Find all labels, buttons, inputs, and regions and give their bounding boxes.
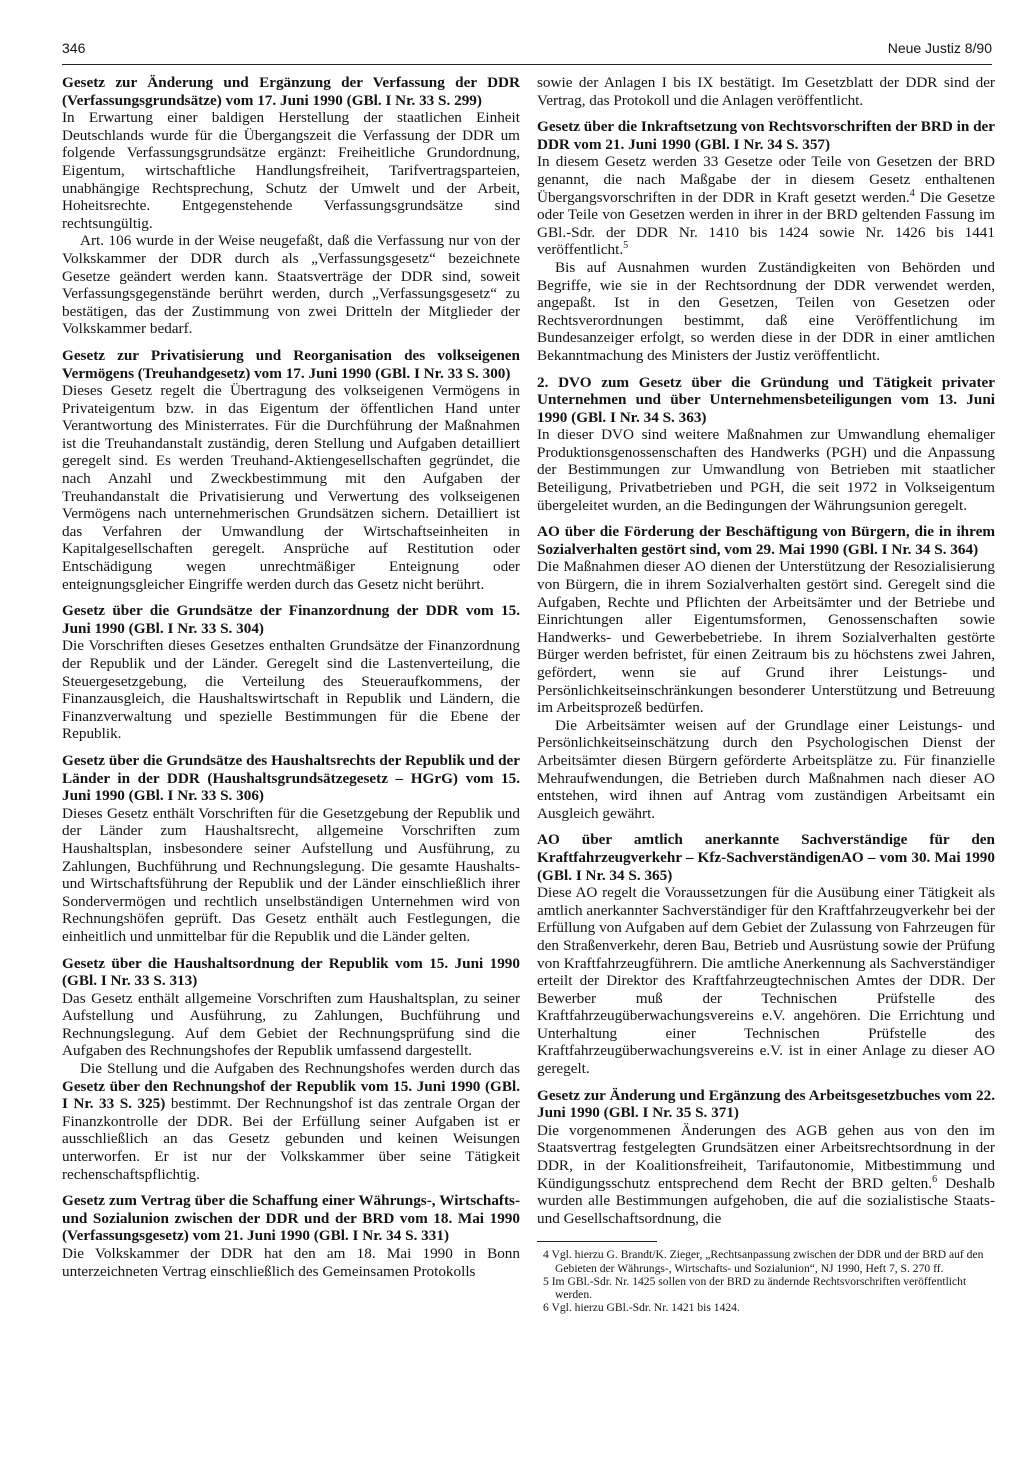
paragraph: Dieses Gesetz enthält Vorschriften für die Gesetzgebung der Republik und der Länder zum Haushaltsrecht, allgemeine Vorschriften zum Haushaltsplan, insbesondere seiner Aufstellung und Ausführung, zu Zahlungen, Buchführung und Rechnungslegung. Die gesamte Haushalts- und Wirtschaftsführung der Republik und der Länder einschließlich ihrer Sondervermögen und rechtlich unselbständigen Unternehmen wird von Rechnungshöfen geprüft. Das Gesetz enthält auch Festlegungen, die einheitlich und unmittelbar für die Republik und die Länder gelten. bbox=[62, 804, 520, 945]
paragraph: Bis auf Ausnahmen wurden Zuständigkeiten von Behörden und Begriffe, wie sie in der Rechtsordnung der DDR verwendet werden, angepaßt. Ist in den Gesetzen, Teilen von Gesetzen oder Rechtsverordnungen bestimmt, daß eine Veröffentlichung im Bundesanzeiger erfolgt, so werden diese in der DDR in einer amtlichen Bekanntmachung des Ministers der Justiz veröffentlicht. bbox=[537, 258, 995, 364]
footnotes bbox=[537, 1248, 995, 1314]
footnote-marker: 4 bbox=[909, 187, 915, 199]
right-column bbox=[537, 74, 995, 1314]
paragraph: Die Maßnahmen dieser AO dienen der Unterstützung der Resozialisierung von Bürgern, die in ihrem Sozialverhalten gestört sind. Geregelt sind die Aufgaben, Rechte und Pflichten der Arbeitsämter und der Betriebe und Einrichtungen aller Eigentumsformen, Genossenschaften sowie Handwerks- und Gewerbebetriebe. In ihrem Sozialverhalten gestörte Bürger werden befristet, für einen Zeitraum bis zu höchstens zwei Jahren, gefördert, wenn sie auf Grund ihrer Leistungs- und Persönlichkeitseinschränkungen besonderer Unterstützung und Betreuung im Arbeitsprozeß bedürfen. bbox=[537, 558, 995, 717]
text-run: Die Gesetze oder Teile von Gesetzen werden in ihrer in der BRD geltenden Fassung im GBl.-Sdr. der DDR Nr. 1410 bis 1424 sowie Nr. 1426 bis 1441 veröffentlicht. bbox=[537, 188, 996, 259]
footnote-marker: 5 bbox=[623, 240, 629, 252]
section-heading: Gesetz zur Änderung und Ergänzung des Arbeitsgesetzbuches vom 22. Juni 1990 (GBl. I Nr. 35 S. 371) bbox=[537, 1086, 995, 1122]
paragraph bbox=[62, 1060, 520, 1183]
section-finanzordnung bbox=[62, 602, 520, 743]
section-haushaltsgrundsaetze bbox=[62, 752, 520, 946]
paragraph: Die Vorschriften dieses Gesetzes enthalten Grundsätze der Finanzordnung der Republik und der Länder. Geregelt sind die Lastenverteilung, die Steuergesetzgebung, die Verteilung des Steueraufkommens, der Finanzausgleich, die Haushaltswirtschaft in Republik und Ländern, die Finanzverwaltung und spezielle Bestimmungen für die Ebene der Republik. bbox=[62, 637, 520, 743]
section-heading: AO über amtlich anerkannte Sachverständige für den Kraftfahrzeugverkehr – Kfz-SachverständigenAO – vom 30. Mai 1990 (GBl. I Nr. 34 S. 365) bbox=[537, 831, 995, 884]
section-beschaeftigung bbox=[537, 523, 995, 822]
section-heading: Gesetz über die Inkraftsetzung von Rechtsvorschriften der BRD in der DDR vom 21. Juni 1990 (GBl. I Nr. 34 S. 357) bbox=[537, 118, 995, 153]
text-run: Die Stellung und die Aufgaben des Rechnungshofes werden durch das bbox=[80, 1060, 520, 1078]
section-heading: Gesetz über die Grundsätze der Finanzordnung der DDR vom 15. Juni 1990 (GBl. I Nr. 33 S. 304) bbox=[62, 602, 520, 637]
section-haushaltsordnung bbox=[62, 955, 520, 1184]
journal-issue: Neue Justiz 8/90 bbox=[887, 40, 992, 56]
footnote: 4 Vgl. hierzu G. Brandt/K. Zieger, „Rechtsanpassung zwischen der DDR und der BRD auf den Gebieten der Währungs-, Wirtschafts- und Sozialunion“, NJ 1990, Heft 7, S. 270 ff. bbox=[543, 1248, 984, 1275]
section-heading: Gesetz über die Haushaltsordnung der Republik vom 15. Juni 1990 (GBl. I Nr. 33 S. 313) bbox=[62, 954, 520, 990]
paragraph bbox=[537, 153, 995, 259]
section-verfassungsgrundsaetze bbox=[62, 74, 520, 338]
section-heading: Gesetz über die Grundsätze des Haushaltsrechts der Republik und der Länder in der DDR (Haushaltsgrundsätzegesetz – HGrG) vom 15. Juni 1990 (GBl. I Nr. 33 S. 306) bbox=[62, 751, 520, 805]
inline-law-title: Gesetz über den Rechnungshof der Republik vom 15. Juni 1990 (GBl. I Nr. 33 S. 325) bbox=[62, 1077, 520, 1113]
page-number: 346 bbox=[62, 40, 86, 56]
paragraph: In Erwartung einer baldigen Herstellung der staatlichen Einheit Deutschlands wurde für die Übergangszeit die Verfassung der DDR um folgende Verfassungsgrundsätze ergänzt: Freiheitliche Grundordnung, Eigentum, wirtschaftliche Handlungsfreiheit, Tarifvertragsparteien, unabhängige Rechtsprechung, Schutz der Umwelt und der Arbeit, Hoheitsrechte. Entgegenstehende Verfassungsgrundsätze sind rechtsungültig. bbox=[62, 109, 520, 232]
paragraph: Dieses Gesetz regelt die Übertragung des volkseigenen Vermögens in Privateigentum bzw. in das Eigentum der öffentlichen Hand unter Verantwortung des Ministerrates. Für die Durchführung der Maßnahmen ist die Treuhandanstalt zuständig, deren Stellung und Aufgaben detailliert geregelt sind. Es werden Treuhand-Aktiengesellschaften gegründet, die nach Anzahl und Zweckbestimmung mit den Aufgaben der Treuhandanstalt die Privatisierung und Verwertung des volkseigenen Vermögens nach unternehmerischen Grundsätzen sichern. Detailliert ist das Verfahren der Umwandlung der Wirtschaftseinheiten in Kapitalgesellschaften geregelt. Ansprüche auf Restitution oder Entschädigung wegen unrechtmäßiger Enteignung oder enteignungsgleicher Eingriffe werden durch das Gesetz nicht berührt. bbox=[62, 382, 520, 593]
paragraph bbox=[537, 1122, 995, 1228]
paragraph: Diese AO regelt die Voraussetzungen für die Ausübung einer Tätigkeit als amtlich anerkannter Sachverständiger für den Kraftfahrzeugverkehr bei der Erfüllung von Aufgaben auf dem Gebiet der Zulassung von Fahrzeugen für den Straßenverkehr, deren Bau, Betrieb und Ausrüstung sowie der Prüfung von Kraftfahrzeugführern. Die amtliche Anerkennung als Sachverständiger erteilt der Direktor des Kraftfahrzeugtechnischen Amtes der DDR. Der Bewerber muß der Technischen Prüfstelle des Kraftfahrzeugüberwachungsvereins e.V. angehören. Die Errichtung und Unterhaltung einer Technischen Prüfstelle des Kraftfahrzeugüberwachungsvereins e.V. ist in einer Anlage zu dieser AO geregelt. bbox=[537, 884, 995, 1078]
page-header bbox=[62, 40, 992, 64]
section-staatsvertrag-continued bbox=[537, 74, 995, 109]
footnote: 6 Vgl. hierzu GBl.-Sdr. Nr. 1421 bis 1424. bbox=[543, 1301, 740, 1315]
left-column bbox=[62, 74, 520, 1289]
section-kfz-sachverstaendige bbox=[537, 831, 995, 1077]
section-heading: Gesetz zur Privatisierung und Reorganisation des volkseigenen Vermögens (Treuhandgesetz) vom 17. Juni 1990 (GBl. I Nr. 33 S. 300) bbox=[62, 346, 520, 382]
footnote: 5 Im GBl.-Sdr. Nr. 1425 sollen von der BRD zu ändernde Rechtsvorschriften veröffentlicht werden. bbox=[543, 1274, 967, 1302]
header-rule bbox=[62, 64, 992, 65]
paragraph: Art. 106 wurde in der Weise neugefaßt, daß die Verfassung nur von der Volkskammer der DDR durch als „Verfassungsgesetz“ bezeichnete Gesetze geändert werden kann. Staatsverträge der DDR sind, soweit Verfassungsgegenstände berührt werden, durch „Verfassungsgesetz“ zu bestätigen, das der Zustimmung von zwei Dritteln der Mitglieder der Volkskammer bedarf. bbox=[62, 232, 520, 338]
paragraph: sowie der Anlagen I bis IX bestätigt. Im Gesetzblatt der DDR sind der Vertrag, das Protokoll und die Anlagen veröffentlicht. bbox=[537, 74, 995, 109]
paragraph: Die Arbeitsämter weisen auf der Grundlage einer Leistungs- und Persönlichkeitseinschätzung durch den Psychologischen Dienst der Arbeitsämter diesen Bürgern geförderte Arbeitsplätze zu. Für finanzielle Mehraufwendungen, die Betrieben durch Maßnahmen nach dieser AO entstehen, wird ihnen auf Antrag vom zuständigen Arbeitsamt ein Ausgleich gewährt. bbox=[537, 716, 995, 822]
section-heading: Gesetz zur Änderung und Ergänzung der Verfassung der DDR (Verfassungsgrundsätze) vom 17. Juni 1990 (GBl. I Nr. 33 S. 299) bbox=[62, 74, 520, 109]
footnote-rule bbox=[537, 1241, 657, 1242]
section-heading: AO über die Förderung der Beschäftigung von Bürgern, die in ihrem Sozialverhalten gestört sind, vom 29. Mai 1990 (GBl. I Nr. 34 S. 364) bbox=[537, 523, 995, 558]
footnote-marker: 6 bbox=[932, 1173, 938, 1185]
section-heading: Gesetz zum Vertrag über die Schaffung einer Währungs-, Wirtschafts- und Sozialunion zwischen der DDR und der BRD vom 18. Mai 1990 (Verfassungsgesetz) vom 21. Juni 1990 (GBl. I Nr. 34 S. 331) bbox=[62, 1192, 520, 1245]
section-treuhandgesetz bbox=[62, 347, 520, 593]
section-arbeitsgesetzbuch bbox=[537, 1087, 995, 1228]
paragraph: Die Volkskammer der DDR hat den am 18. Mai 1990 in Bonn unterzeichneten Vertrag einschließlich des Gemeinsamen Protokolls bbox=[62, 1245, 520, 1280]
section-heading: 2. DVO zum Gesetz über die Gründung und Tätigkeit privater Unternehmen und über Unternehmensbeteiligungen vom 13. Juni 1990 (GBl. I Nr. 34 S. 363) bbox=[537, 373, 995, 426]
text-run: In diesem Gesetz werden 33 Gesetze oder Teile von Gesetzen der BRD genannt, die nach Maßgabe der in diesem Gesetz enthaltenen Übergangsvorschriften in der DDR in Kraft gesetzt werden. bbox=[537, 153, 995, 206]
text-run: bestimmt. Der Rechnungshof ist das zentrale Organ der Finanzkontrolle der DDR. Bei der Erfüllung seiner Aufgaben ist er ausschließlich an das Gesetz gebunden und keinen Weisungen unterworfen. Er ist nur der Volkskammer über seine Tätigkeit rechenschaftspflichtig. bbox=[62, 1095, 520, 1183]
text-run: Deshalb wurden alle Bestimmungen aufgehoben, die auf die sozialistische Staats- und Gesellschaftsordnung, die bbox=[537, 1174, 995, 1227]
section-dvo-unternehmen bbox=[537, 374, 995, 515]
section-staatsvertrag bbox=[62, 1192, 520, 1280]
section-inkraftsetzung bbox=[537, 118, 995, 364]
text-run: Die vorgenommenen Änderungen des AGB gehen aus von den im Staatsvertrag festgelegten Grundsätzen einer Arbeitsrechtsordnung in der DDR, in der Koalitionsfreiheit, Tarifautonomie, Mitbestimmung und Kündigungsschutz entsprechend dem Recht der BRD gelten. bbox=[537, 1121, 995, 1192]
paragraph: In dieser DVO sind weitere Maßnahmen zur Umwandlung ehemaliger Produktionsgenossenschaften des Handwerks (PGH) und die Anpassung der Bestimmungen zur Umwandlung von Betrieben mit staatlicher Beteiligung, Privatbetrieben und PGH, die seit 1972 in Volkseigentum übergeleitet wurden, an die Bedingungen der Währungsunion geregelt. bbox=[537, 426, 995, 514]
paragraph: Das Gesetz enthält allgemeine Vorschriften zum Haushaltsplan, zu seiner Aufstellung und Ausführung, zu Zahlungen, Buchführung und Rechnungslegung. Auf dem Gebiet der Rechnungsprüfung sind die Aufgaben des Rechnungshofes der Republik umfassend dargestellt. bbox=[62, 989, 520, 1060]
